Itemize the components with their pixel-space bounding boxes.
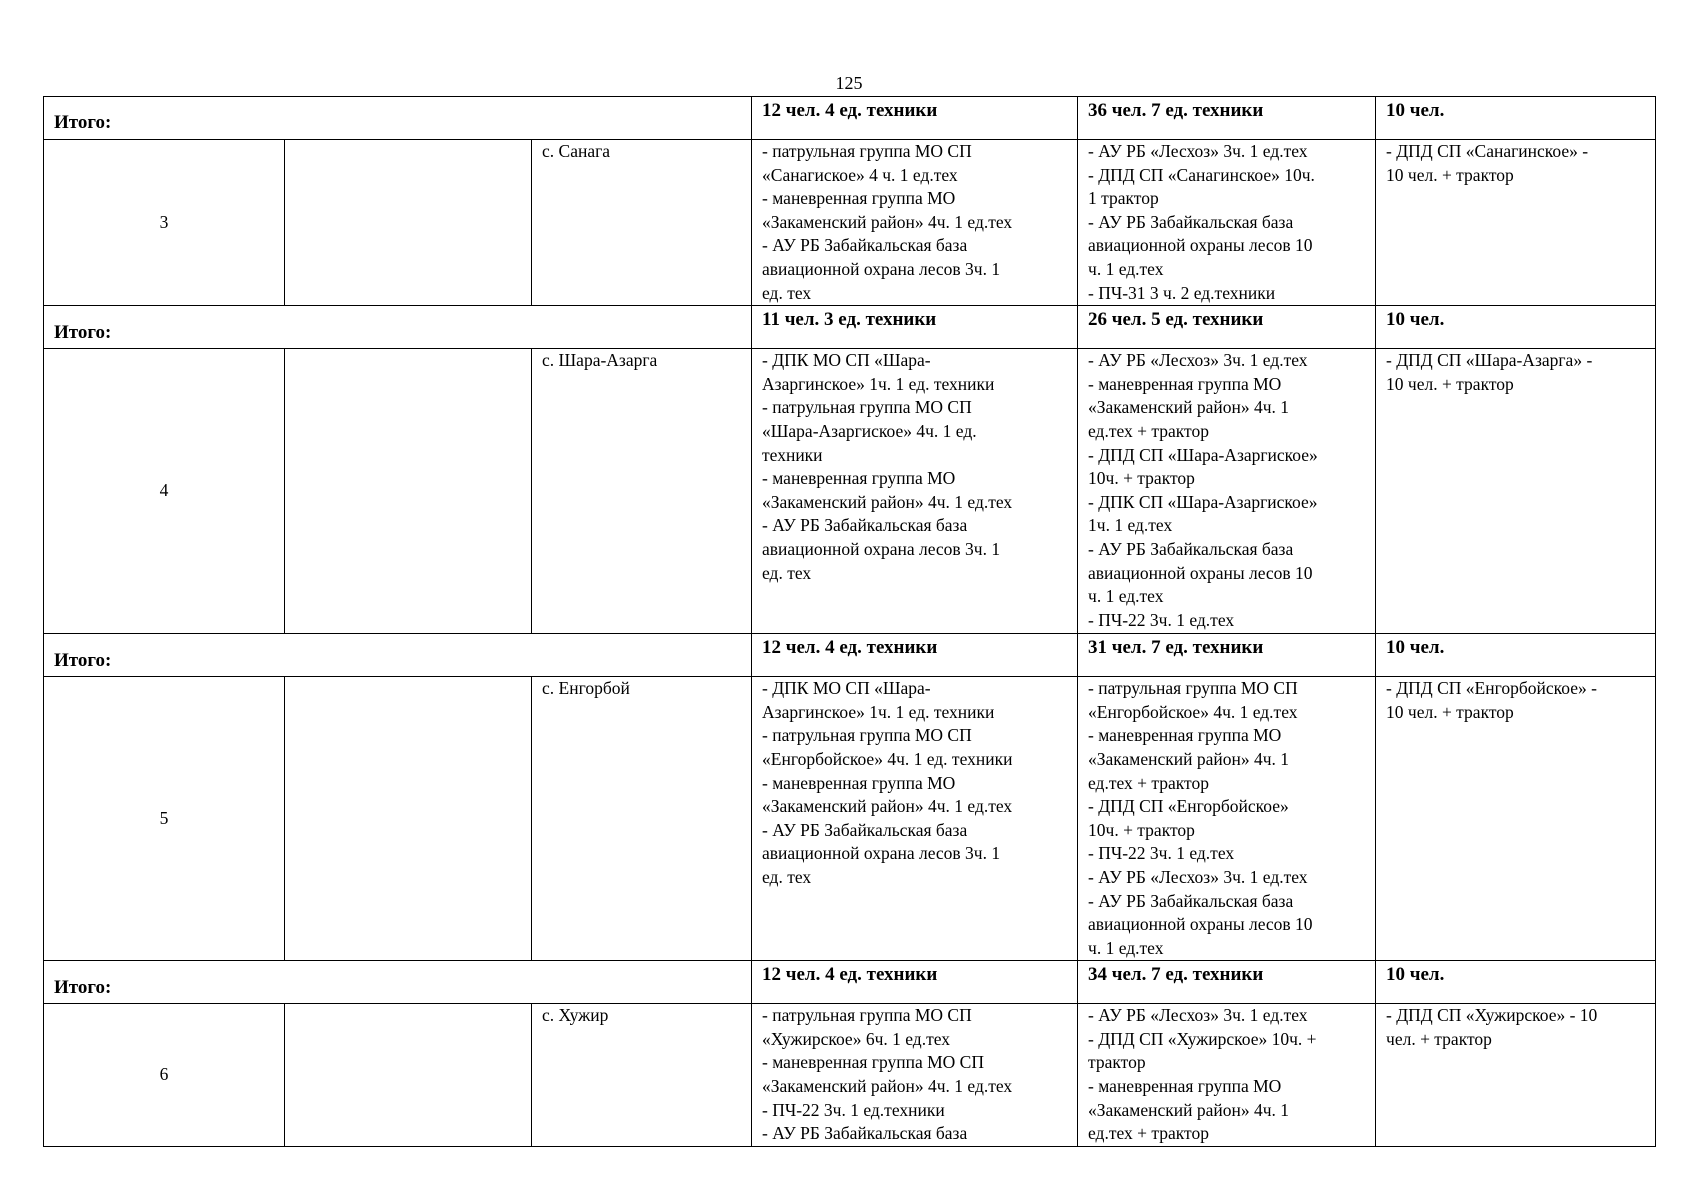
total-label: Итого: (44, 97, 752, 140)
row-number: 4 (44, 349, 285, 634)
total-label: Итого: (44, 961, 752, 1004)
settlement-name: с. Енгорбой (532, 677, 752, 961)
total-label: Итого: (44, 306, 752, 349)
total-forces-volunteer: 10 чел. (1376, 634, 1656, 677)
table-row (44, 1004, 1656, 1147)
table-row (44, 140, 1656, 306)
total-forces-volunteer: 10 чел. (1376, 97, 1656, 140)
total-forces-reserve: 31 чел. 7 ед. техники (1078, 634, 1376, 677)
total-forces-patrol: 12 чел. 4 ед. техники (752, 634, 1078, 677)
total-forces-volunteer: 10 чел. (1376, 306, 1656, 349)
volunteer-forces-cell: - ДПД СП «Шара-Азарга» - 10 чел. + трактор (1376, 349, 1656, 634)
settlement-name: с. Санага (532, 140, 752, 306)
total-label: Итого: (44, 634, 752, 677)
settlement-name: с. Шара-Азарга (532, 349, 752, 634)
volunteer-forces-cell: - ДПД СП «Санагинское» - 10 чел. + трактор (1376, 140, 1656, 306)
total-row (44, 97, 1656, 140)
page-number: 125 (835, 73, 863, 93)
total-forces-reserve: 34 чел. 7 ед. техники (1078, 961, 1376, 1004)
empty-cell (285, 1004, 532, 1147)
row-number: 6 (44, 1004, 285, 1147)
total-forces-reserve: 36 чел. 7 ед. техники (1078, 97, 1376, 140)
row-number: 5 (44, 677, 285, 961)
patrol-forces-cell: - патрульная группа МО СП «Хужирское» 6ч. 1 ед.тех - маневренная группа МО СП «Закаменский район» 4ч. 1 ед.тех - ПЧ-22 3ч. 1 ед.техники - АУ РБ Забайкальская база (752, 1004, 1078, 1147)
volunteer-forces-cell: - ДПД СП «Енгорбойское» - 10 чел. + трактор (1376, 677, 1656, 961)
reserve-forces-cell: - АУ РБ «Лесхоз» 3ч. 1 ед.тех - ДПД СП «Хужирское» 10ч. + трактор - маневренная группа МО «Закаменский район» 4ч. 1 ед.тех + трактор (1078, 1004, 1376, 1147)
empty-cell (285, 140, 532, 306)
total-forces-patrol: 11 чел. 3 ед. техники (752, 306, 1078, 349)
forces-table (43, 96, 1656, 1147)
total-forces-reserve: 26 чел. 5 ед. техники (1078, 306, 1376, 349)
total-row (44, 634, 1656, 677)
table-row (44, 677, 1656, 961)
reserve-forces-cell: - АУ РБ «Лесхоз» 3ч. 1 ед.тех - маневренная группа МО «Закаменский район» 4ч. 1 ед.тех + трактор - ДПД СП «Шара-Азаргиское» 10ч. + трактор - ДПК СП «Шара-Азаргиское» 1ч. 1 ед.тех - АУ РБ Забайкальская база авиационной охраны лесов 10 ч. 1 ед.тех - ПЧ-22 3ч. 1 ед.тех (1078, 349, 1376, 634)
patrol-forces-cell: - патрульная группа МО СП «Санагиское» 4 ч. 1 ед.тех - маневренная группа МО «Закаменский район» 4ч. 1 ед.тех - АУ РБ Забайкальская база авиационной охрана лесов 3ч. 1 ед. тех (752, 140, 1078, 306)
total-row (44, 306, 1656, 349)
total-row (44, 961, 1656, 1004)
settlement-name: с. Хужир (532, 1004, 752, 1147)
reserve-forces-cell: - АУ РБ «Лесхоз» 3ч. 1 ед.тех - ДПД СП «Санагинское» 10ч. 1 трактор - АУ РБ Забайкальская база авиационной охраны лесов 10 ч. 1 ед.тех - ПЧ-31 3 ч. 2 ед.техники (1078, 140, 1376, 306)
patrol-forces-cell: - ДПК МО СП «Шара- Азаргинское» 1ч. 1 ед. техники - патрульная группа МО СП «Енгорбойское» 4ч. 1 ед. техники - маневренная группа МО «Закаменский район» 4ч. 1 ед.тех - АУ РБ Забайкальская база авиационной охрана лесов 3ч. 1 ед. тех (752, 677, 1078, 961)
reserve-forces-cell: - патрульная группа МО СП «Енгорбойское» 4ч. 1 ед.тех - маневренная группа МО «Закаменский район» 4ч. 1 ед.тех + трактор - ДПД СП «Енгорбойское» 10ч. + трактор - ПЧ-22 3ч. 1 ед.тех - АУ РБ «Лесхоз» 3ч. 1 ед.тех - АУ РБ Забайкальская база авиационной охраны лесов 10 ч. 1 ед.тех (1078, 677, 1376, 961)
row-number: 3 (44, 140, 285, 306)
empty-cell (285, 677, 532, 961)
table-row (44, 349, 1656, 634)
patrol-forces-cell: - ДПК МО СП «Шара- Азаргинское» 1ч. 1 ед. техники - патрульная группа МО СП «Шара-Азаргиское» 4ч. 1 ед. техники - маневренная группа МО «Закаменский район» 4ч. 1 ед.тех - АУ РБ Забайкальская база авиационной охрана лесов 3ч. 1 ед. тех (752, 349, 1078, 634)
total-forces-patrol: 12 чел. 4 ед. техники (752, 97, 1078, 140)
empty-cell (285, 349, 532, 634)
total-forces-volunteer: 10 чел. (1376, 961, 1656, 1004)
total-forces-patrol: 12 чел. 4 ед. техники (752, 961, 1078, 1004)
volunteer-forces-cell: - ДПД СП «Хужирское» - 10 чел. + трактор (1376, 1004, 1656, 1147)
